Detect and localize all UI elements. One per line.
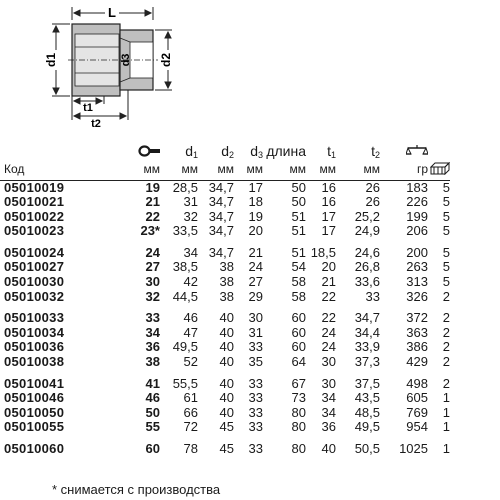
cell-code: 05010046 (4, 390, 65, 406)
cell-code: 05010032 (4, 288, 65, 304)
table-row (0, 260, 450, 275)
cell-size: 60 (145, 441, 160, 456)
cell-t1: 24 (321, 339, 336, 355)
cell-d3: 33 (248, 339, 263, 355)
cell-size: 50 (145, 404, 160, 420)
cell-weight: 200 (406, 244, 428, 260)
cell-package: 5 (442, 194, 450, 210)
cell-d1: 33,5 (172, 223, 198, 239)
cell-package: 1 (442, 390, 450, 406)
cell-code: 05010027 (4, 259, 65, 275)
cell-length: 50 (291, 194, 306, 210)
cell-length: 60 (291, 324, 306, 340)
header-length: длина мм (263, 140, 306, 180)
cell-d1: 78 (183, 441, 198, 456)
header-d1: $d_1$ мм (160, 140, 198, 180)
table-header-row (0, 140, 450, 180)
cell-d2: 40 (219, 339, 234, 355)
cell-d2: 40 (219, 375, 234, 391)
cell-t1: 34 (321, 404, 336, 420)
cell-d1: 28,5 (172, 179, 198, 195)
header-d3: $d_3$ мм (234, 140, 263, 180)
cell-length: 58 (291, 274, 306, 290)
cell-t1: 22 (321, 310, 336, 326)
cell-t2: 48,5 (354, 404, 380, 420)
cell-t1: 30 (321, 354, 336, 370)
cell-package: 1 (442, 441, 450, 456)
cell-code: 05010055 (4, 419, 65, 435)
spec-table-container (0, 140, 500, 457)
cell-d3: 31 (248, 324, 263, 340)
cell-t2: 26 (365, 179, 380, 195)
cell-code: 05010050 (4, 404, 65, 420)
cell-t2: 43,5 (354, 390, 380, 406)
cell-d3: 33 (248, 404, 263, 420)
table-row (0, 290, 450, 305)
cell-size: 41 (145, 375, 160, 391)
cell-package: 5 (442, 274, 450, 290)
table-row (0, 224, 450, 239)
header-t2: $t_2$ мм (336, 140, 380, 180)
cell-t1: 21 (321, 274, 336, 290)
label-L: L (108, 5, 116, 20)
cell-d1: 52 (183, 354, 198, 370)
label-t1: t1 (83, 102, 93, 114)
table-row (0, 326, 450, 341)
cell-code: 05010036 (4, 339, 65, 355)
cell-package: 2 (442, 354, 450, 370)
table-row (0, 370, 450, 392)
cell-t2: 33,9 (354, 339, 380, 355)
cell-d1: 46 (183, 310, 198, 326)
cell-length: 54 (291, 259, 306, 275)
cell-d2: 40 (219, 354, 234, 370)
cell-t1: 34 (321, 390, 336, 406)
cell-d1: 42 (183, 274, 198, 290)
footnote-discontinued: * снимается с производства (52, 482, 221, 497)
cell-d3: 33 (248, 375, 263, 391)
cell-code: 05010022 (4, 208, 65, 224)
cell-weight: 769 (406, 404, 428, 420)
cell-t2: 34,7 (354, 310, 380, 326)
cell-package: 2 (442, 324, 450, 340)
cell-d2: 40 (219, 324, 234, 340)
cell-code: 05010023 (4, 223, 65, 239)
cell-size: 34 (145, 324, 160, 340)
cell-d2: 40 (219, 310, 234, 326)
cell-d2: 34,7 (208, 208, 234, 224)
cell-d1: 55,5 (172, 375, 198, 391)
cell-code: 05010034 (4, 324, 65, 340)
cell-length: 51 (291, 244, 306, 260)
cell-code: 05010038 (4, 354, 65, 370)
cell-weight: 226 (406, 194, 428, 210)
cell-d2: 38 (219, 274, 234, 290)
cell-weight: 326 (406, 288, 428, 304)
cell-weight: 183 (406, 179, 428, 195)
cell-weight: 372 (406, 310, 428, 326)
cell-weight: 954 (406, 419, 428, 435)
cell-code: 05010060 (4, 441, 65, 456)
socket-body (68, 24, 158, 96)
cell-length: 60 (291, 310, 306, 326)
cell-size: 33 (145, 310, 160, 326)
cell-length: 80 (291, 404, 306, 420)
cell-weight: 363 (406, 324, 428, 340)
cell-code: 05010024 (4, 244, 65, 260)
cell-t2: 33,6 (354, 274, 380, 290)
cell-size: 24 (145, 244, 160, 260)
cell-code: 05010019 (4, 179, 65, 195)
cell-size: 23* (140, 223, 160, 239)
table-row (0, 180, 450, 195)
scale-weight-icon (406, 144, 428, 158)
socket-dimension-diagram (0, 0, 500, 140)
table-row (0, 435, 450, 457)
header-d2: $d_2$ мм (198, 140, 234, 180)
header-t1: $t_1$ мм (306, 140, 336, 180)
table-row (0, 406, 450, 421)
cell-d3: 33 (248, 419, 263, 435)
header-code: Код (0, 140, 134, 180)
header-size: мм (134, 140, 160, 180)
cell-d3: 20 (248, 223, 263, 239)
cell-d2: 38 (219, 259, 234, 275)
label-d3: d3 (120, 53, 132, 67)
cell-d1: 44,5 (172, 288, 198, 304)
cell-t1: 17 (321, 208, 336, 224)
cell-length: 73 (291, 390, 306, 406)
cell-length: 60 (291, 339, 306, 355)
label-t2: t2 (91, 118, 101, 130)
cell-d3: 27 (248, 274, 263, 290)
cell-package: 2 (442, 288, 450, 304)
cell-t2: 49,5 (354, 419, 380, 435)
cell-d3: 17 (248, 179, 263, 195)
cell-package: 2 (442, 375, 450, 391)
table-row (0, 304, 450, 326)
cell-size: 21 (145, 194, 160, 210)
cell-t1: 36 (321, 419, 336, 435)
package-box-icon (430, 162, 450, 175)
cell-d3: 24 (248, 259, 263, 275)
cell-code: 05010033 (4, 310, 65, 326)
cell-package: 2 (442, 339, 450, 355)
cell-d2: 34,7 (208, 223, 234, 239)
table-row (0, 391, 450, 406)
cell-t2: 33 (365, 288, 380, 304)
table-row (0, 420, 450, 435)
cell-length: 67 (291, 375, 306, 391)
cell-package: 1 (442, 419, 450, 435)
cell-size: 30 (145, 274, 160, 290)
cell-d2: 34,7 (208, 194, 234, 210)
cell-length: 50 (291, 179, 306, 195)
cell-d1: 34 (183, 244, 198, 260)
cell-t2: 37,5 (354, 375, 380, 391)
cell-package: 1 (442, 404, 450, 420)
spec-table-body (0, 180, 450, 457)
cell-d3: 19 (248, 208, 263, 224)
cell-weight: 263 (406, 259, 428, 275)
label-d1: d1 (44, 52, 58, 68)
spec-table (0, 140, 450, 457)
cell-d1: 61 (183, 390, 198, 406)
cell-weight: 313 (406, 274, 428, 290)
cell-package: 5 (442, 244, 450, 260)
cell-t1: 22 (321, 288, 336, 304)
cell-t2: 34,4 (354, 324, 380, 340)
cell-size: 46 (145, 390, 160, 406)
cell-d3: 30 (248, 310, 263, 326)
cell-weight: 605 (406, 390, 428, 406)
table-row (0, 195, 450, 210)
cell-length: 51 (291, 223, 306, 239)
cell-weight: 386 (406, 339, 428, 355)
cell-d1: 31 (183, 194, 198, 210)
table-row (0, 275, 450, 290)
cell-t1: 30 (321, 375, 336, 391)
cell-d2: 34,7 (208, 244, 234, 260)
table-row (0, 340, 450, 355)
table-row (0, 355, 450, 370)
cell-d3: 33 (248, 390, 263, 406)
cell-weight: 498 (406, 375, 428, 391)
table-row (0, 210, 450, 225)
cell-weight: 1025 (399, 441, 428, 456)
cell-t2: 37,3 (354, 354, 380, 370)
cell-t2: 24,6 (354, 244, 380, 260)
cell-weight: 429 (406, 354, 428, 370)
cell-code: 05010030 (4, 274, 65, 290)
cell-d2: 40 (219, 390, 234, 406)
cell-package: 5 (442, 223, 450, 239)
cell-length: 80 (291, 441, 306, 456)
cell-d3: 35 (248, 354, 263, 370)
cell-d2: 38 (219, 288, 234, 304)
cell-t1: 40 (321, 441, 336, 456)
cell-t1: 17 (321, 223, 336, 239)
cell-d3: 18 (248, 194, 263, 210)
cell-t1: 24 (321, 324, 336, 340)
cell-weight: 206 (406, 223, 428, 239)
cell-t2: 50,5 (354, 441, 380, 456)
cell-length: 51 (291, 208, 306, 224)
cell-package: 2 (442, 310, 450, 326)
cell-code: 05010021 (4, 194, 65, 210)
cell-t1: 16 (321, 179, 336, 195)
cell-d1: 66 (183, 404, 198, 420)
cell-t1: 18,5 (310, 244, 336, 260)
cell-code: 05010041 (4, 375, 65, 391)
cell-d2: 40 (219, 404, 234, 420)
cell-d3: 29 (248, 288, 263, 304)
cell-size: 27 (145, 259, 160, 275)
cell-t1: 20 (321, 259, 336, 275)
cell-size: 32 (145, 288, 160, 304)
cell-package: 5 (442, 179, 450, 195)
cell-package: 5 (442, 208, 450, 224)
cell-size: 55 (145, 419, 160, 435)
cell-d3: 33 (248, 441, 263, 456)
table-row (0, 239, 450, 261)
cell-t2: 26 (365, 194, 380, 210)
cell-length: 58 (291, 288, 306, 304)
cell-d1: 32 (183, 208, 198, 224)
cell-length: 80 (291, 419, 306, 435)
cell-weight: 199 (406, 208, 428, 224)
cell-size: 22 (145, 208, 160, 224)
cell-package: 5 (442, 259, 450, 275)
header-package (428, 140, 450, 180)
cell-d2: 45 (219, 419, 234, 435)
cell-size: 19 (145, 179, 160, 195)
cell-d2: 45 (219, 441, 234, 456)
cell-t2: 25,2 (354, 208, 380, 224)
label-d2: d2 (159, 52, 173, 68)
cell-t2: 24,9 (354, 223, 380, 239)
cell-d1: 38,5 (172, 259, 198, 275)
cell-d1: 47 (183, 324, 198, 340)
cell-t1: 16 (321, 194, 336, 210)
wrench-size-icon (138, 144, 160, 158)
cell-length: 64 (291, 354, 306, 370)
cell-t2: 26,8 (354, 259, 380, 275)
cell-d1: 49,5 (172, 339, 198, 355)
header-weight: гр (380, 140, 428, 180)
cell-d2: 34,7 (208, 179, 234, 195)
cell-d3: 21 (248, 244, 263, 260)
cell-size: 36 (145, 339, 160, 355)
cell-d1: 72 (183, 419, 198, 435)
cell-size: 38 (145, 354, 160, 370)
